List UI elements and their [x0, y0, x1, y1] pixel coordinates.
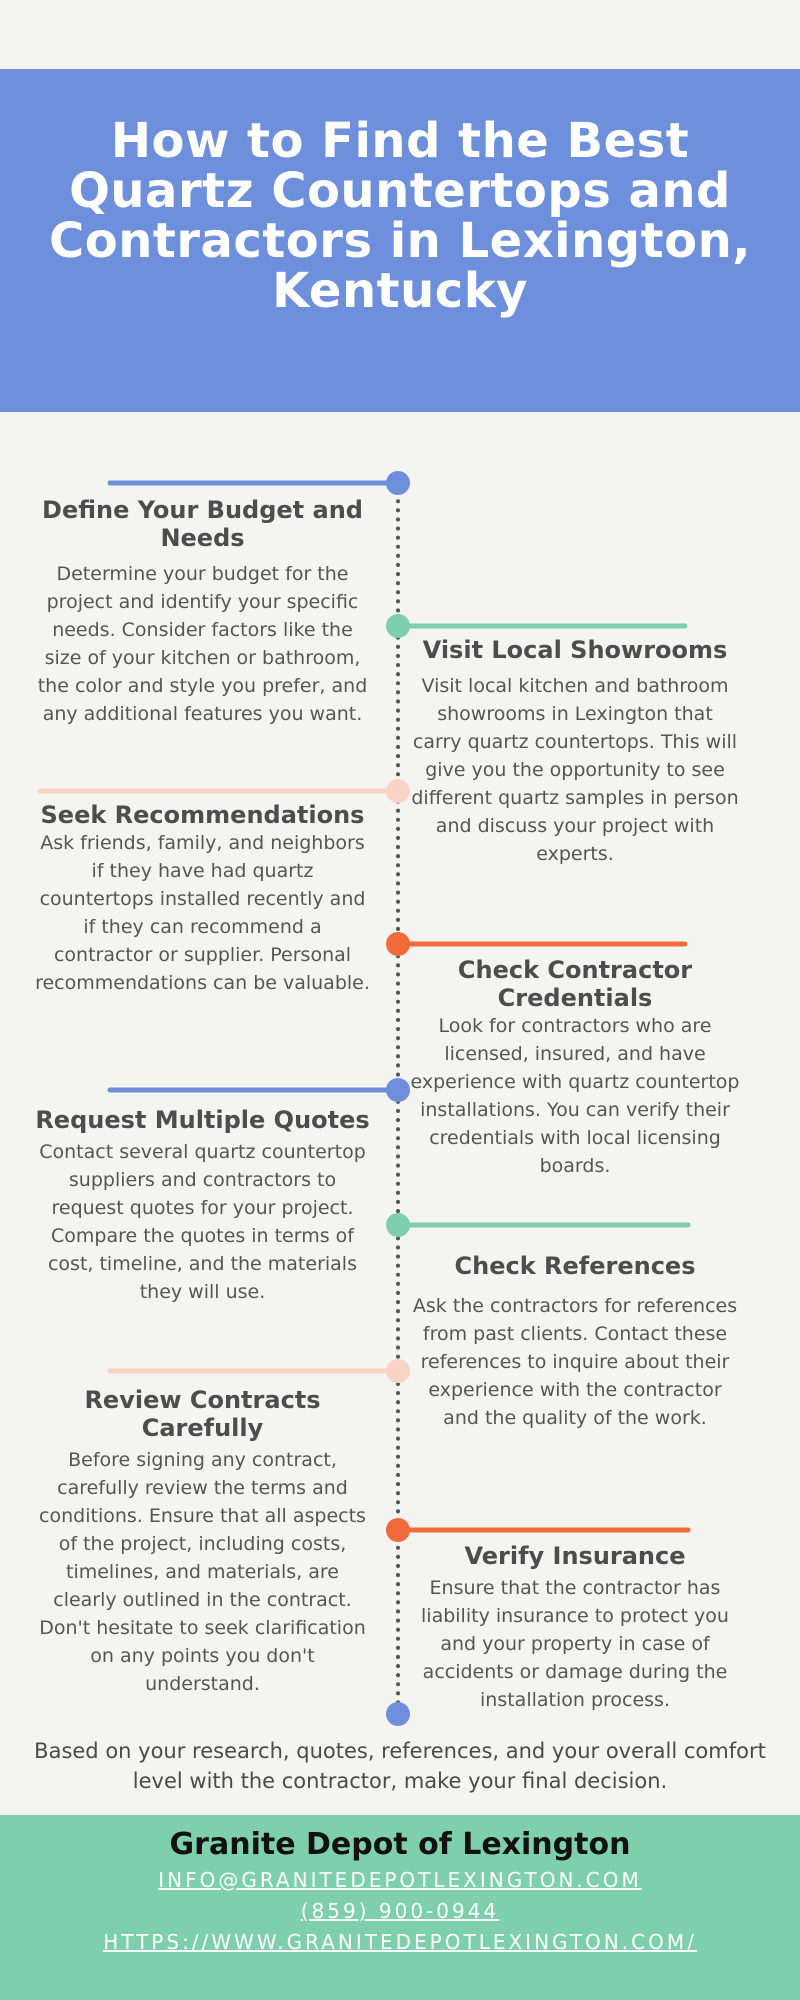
step-review-contracts: [35, 1386, 370, 1698]
step-seek-recommendations: [35, 801, 370, 997]
step-heading: Verify Insurance: [464, 1542, 686, 1570]
connector-check-references-dot: [386, 1213, 410, 1237]
connector-request-quotes-dot: [386, 1078, 410, 1102]
step-heading: Request Multiple Quotes: [35, 1106, 370, 1134]
step-heading: Seek Recommendations: [40, 801, 365, 829]
connector-verify-insurance-dot: [386, 1518, 410, 1542]
email-link[interactable]: INFO@GRANITEDEPOTLEXINGTON.COM: [158, 1868, 642, 1892]
connector-review-contracts-dot: [386, 1359, 410, 1383]
step-heading: Visit Local Showrooms: [422, 636, 728, 664]
phone-link[interactable]: (859) 900-0944: [300, 1899, 500, 1923]
step-request-quotes: [35, 1106, 370, 1306]
step-define-budget: [35, 496, 370, 728]
step-body: Ask friends, family, and neighbors if they have had quartz countertops installed recently and if they can recommend a contractor or supplier. Personal recommendations can be valuable.: [35, 832, 370, 994]
step-body: Contact several quartz countertop suppliers and contractors to request quotes for your project. Compare the quotes in terms of cost, timeline, and the materials they will use.: [39, 1141, 366, 1303]
step-body: Visit local kitchen and bathroom showrooms in Lexington that carry quartz countertops. This will give you the opportunity to see different quartz samples in person and discuss your project with experts.: [411, 675, 739, 865]
connector-check-credentials-dot: [386, 932, 410, 956]
connector-seek-recommendations-dot: [386, 779, 410, 803]
step-body: Ensure that the contractor has liability insurance to protect you and your property in case of accidents or damage during the installation process.: [421, 1577, 729, 1711]
step-verify-insurance: [410, 1542, 740, 1714]
website-link[interactable]: HTTPS://WWW.GRANITEDEPOTLEXINGTON.COM/: [103, 1930, 697, 1954]
step-heading: Review Contracts Carefully: [84, 1386, 321, 1442]
connector-visit-showrooms-dot: [386, 614, 410, 638]
page-title: How to Find the Best Quartz Countertops and Contractors in Lexington, Kentucky: [49, 113, 751, 319]
step-check-credentials: [410, 956, 740, 1180]
conclusion-text: Based on your research, quotes, references, and your overall comfort level with the contractor, make your final decision.: [34, 1739, 766, 1793]
step-body: Before signing any contract, carefully review the terms and conditions. Ensure that all aspects of the project, including costs, timelines, and materials, are clearly outlined in the contract. Don't hesitate to seek clarification on any points you don't understand.: [39, 1449, 366, 1695]
connector-define-budget-dot: [386, 471, 410, 495]
step-check-references: [410, 1252, 740, 1432]
step-heading: Define Your Budget and Needs: [42, 496, 363, 552]
step-heading: Check References: [454, 1252, 696, 1280]
step-body: Ask the contractors for references from past clients. Contact these references to inquire about their experience with the contractor and the quality of the work.: [412, 1295, 738, 1429]
timeline-end-dot: [386, 1702, 410, 1726]
step-body: Determine your budget for the project and identify your specific needs. Consider factors like the size of your kitchen or bathroom, the color and style you prefer, and any additional features you want.: [37, 563, 368, 725]
step-heading: Check Contractor Credentials: [457, 956, 693, 1012]
step-visit-showrooms: [410, 636, 740, 868]
step-body: Look for contractors who are licensed, insured, and have experience with quartz countertop installations. You can verify their credentials with local licensing boards.: [410, 1015, 740, 1177]
footer: [0, 1815, 800, 2000]
company-name: Granite Depot of Lexington: [169, 1827, 631, 1862]
